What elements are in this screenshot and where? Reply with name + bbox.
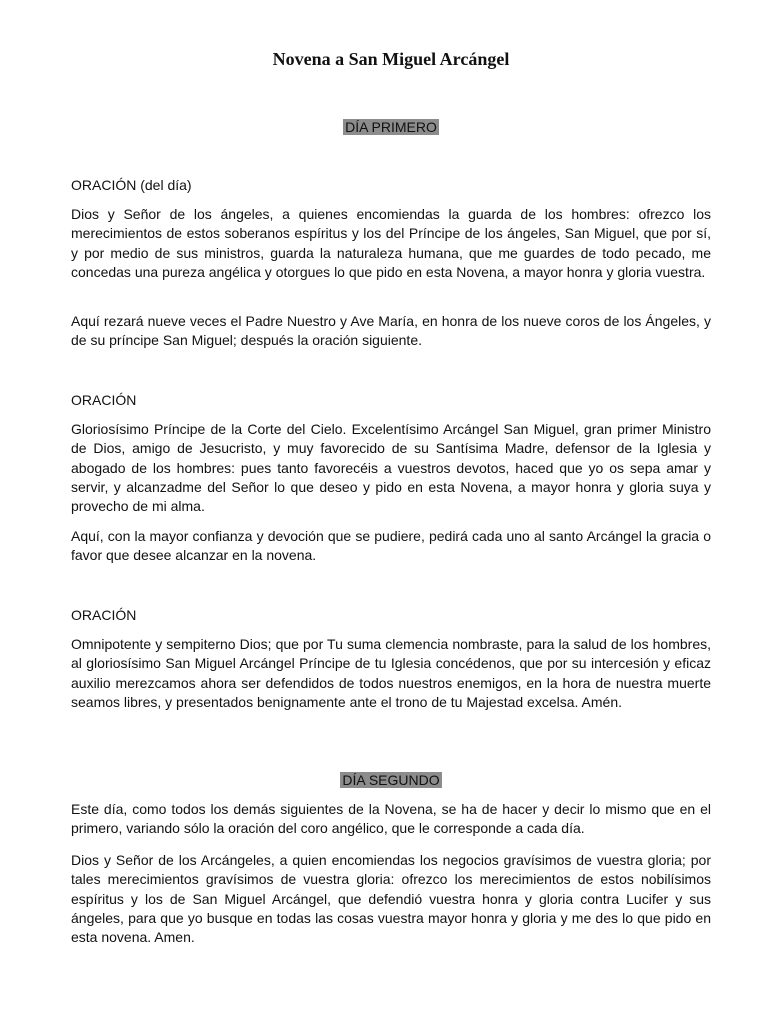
oracion-del-dia-label: ORACIÓN (del día) — [71, 177, 192, 193]
oracion-label: ORACIÓN — [71, 607, 137, 623]
oracion-text: Gloriosísimo Príncipe de la Corte del Cielo. Excelentísimo Arcángel San Miguel, gran primer Ministro de Dios, amigo de Jesucristo, y muy favorecido de su Santísima Madre, defensor de la Iglesia y abogado de los hombres: pues tanto favorecéis a vuestros devotos, haced que yo os sepa amar y servir, y alcanzadme del Señor lo que deseo y pido en esta Novena, a mayor honra y gloria suya y provecho de mi alma. — [71, 421, 711, 515]
instruction-paragraph: Aquí, con la mayor confianza y devoción que se pudiere, pedirá cada uno al santo Arcángel la gracia o favor que desee alcanzar en la novena. — [71, 528, 711, 564]
oracion-label: ORACIÓN — [71, 392, 137, 408]
day2-intro-paragraph: Este día, como todos los demás siguientes de la Novena, se ha de hacer y decir lo mismo que en el primero, variando sólo la oración del coro angélico, que le corresponde a cada día. — [71, 801, 711, 837]
day2-oracion-text: Dios y Señor de los Arcángeles, a quien encomiendas los negocios gravísimos de vuestra gloria; por tales merecimientos gravísimos de vuestra gloria: ofrezco los merecimientos de estos nobilísimos espíritus y los de San Miguel Arcángel, que defendió vuestra honra y gloria contra Lucifer y sus ángeles, para que yo busque en todas las cosas vuestra mayor honra y gloria y me des lo que pido en esta novena. Amen. — [71, 852, 711, 946]
day-heading-segundo — [71, 770, 711, 790]
document-title: Novena a San Miguel Arcángel — [272, 49, 510, 69]
day-heading-primero — [71, 117, 711, 137]
day-heading-label: DÍA PRIMERO — [345, 119, 437, 135]
oracion-text: Omnipotente y sempiterno Dios; que por Tu suma clemencia nombraste, para la salud de los hombres, al gloriosísimo San Miguel Arcángel Príncipe de tu Iglesia concédenos, que por su intercesión y eficaz auxilio merezcamos ahora ser defendidos de todos nuestros enemigos, en la hora de nuestra muerte seamos libres, y presentados benignamente ante el trono de tu Majestad excelsa. Amén. — [71, 636, 711, 710]
oracion-del-dia-text: Dios y Señor de los ángeles, a quienes encomiendas la guarda de los hombres: ofrezco los merecimientos de estos soberanos espíritus y los del Príncipe de los ángeles, San Miguel, que por sí, y por medio de sus ministros, guarda la naturaleza humana, que me guardes de todo pecado, me concedas una pureza angélica y otorgues lo que pido en esta Novena, a mayor honra y gloria vuestra. — [71, 206, 711, 280]
day-heading-label: DÍA SEGUNDO — [342, 772, 440, 788]
instruction-paragraph: Aquí rezará nueve veces el Padre Nuestro y Ave María, en honra de los nueve coros de los Ángeles, y de su príncipe San Miguel; después la oración siguiente. — [71, 313, 711, 349]
